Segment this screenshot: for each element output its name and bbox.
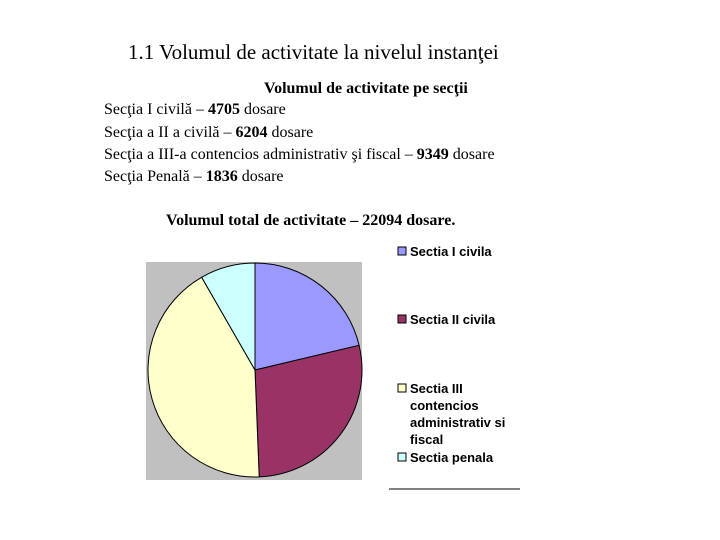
legend-label: Sectia penala xyxy=(410,450,494,465)
legend-label: Sectia II civila xyxy=(410,312,496,327)
legend-item-sectia-ii-civila xyxy=(398,312,496,327)
line-value: 9349 xyxy=(416,146,449,163)
legend-item-sectia-i-civila xyxy=(398,244,492,259)
line-value: 1836 xyxy=(205,168,238,185)
total-activity: Volumul total de activitate – 22094 dosare. xyxy=(166,212,456,229)
legend-swatch xyxy=(398,315,406,323)
line-suffix: dosare xyxy=(448,146,495,163)
legend-label: fiscal xyxy=(410,432,444,447)
line-suffix: dosare xyxy=(237,168,284,185)
legend-label: Sectia III xyxy=(410,381,463,396)
line-suffix: dosare xyxy=(267,124,314,141)
legend-swatch xyxy=(398,247,406,255)
legend-swatch xyxy=(398,384,406,392)
pie-chart-svg xyxy=(146,236,536,496)
line-value: 6204 xyxy=(235,124,268,141)
legend-label: administrativ si xyxy=(410,415,506,430)
legend-label: Sectia I civila xyxy=(410,244,492,259)
legend-item-sectia-iii-contencios-administrativ-si-fiscal xyxy=(398,381,505,447)
line-label: Secţia Penală – xyxy=(104,168,206,185)
legend-item-sectia-penala xyxy=(398,450,494,465)
legend-label: contencios xyxy=(410,398,479,413)
line-sectia-penala xyxy=(104,168,284,186)
page-heading: 1.1 Volumul de activitate la nivelul instanţei xyxy=(128,40,499,64)
line-sectia-3 xyxy=(104,146,495,164)
line-label: Secţia a II a civilă – xyxy=(104,124,236,141)
line-suffix: dosare xyxy=(239,101,286,118)
section-subheading: Volumul de activitate pe secţii xyxy=(264,80,468,97)
pie-chart xyxy=(146,236,536,496)
line-sectia-1 xyxy=(104,101,286,119)
legend-swatch xyxy=(398,453,406,461)
line-sectia-2 xyxy=(104,124,313,142)
line-value: 4705 xyxy=(207,101,240,118)
line-label: Secţia a III-a contencios administrativ şi fiscal – xyxy=(104,146,417,163)
line-label: Secţia I civilă – xyxy=(104,101,208,118)
